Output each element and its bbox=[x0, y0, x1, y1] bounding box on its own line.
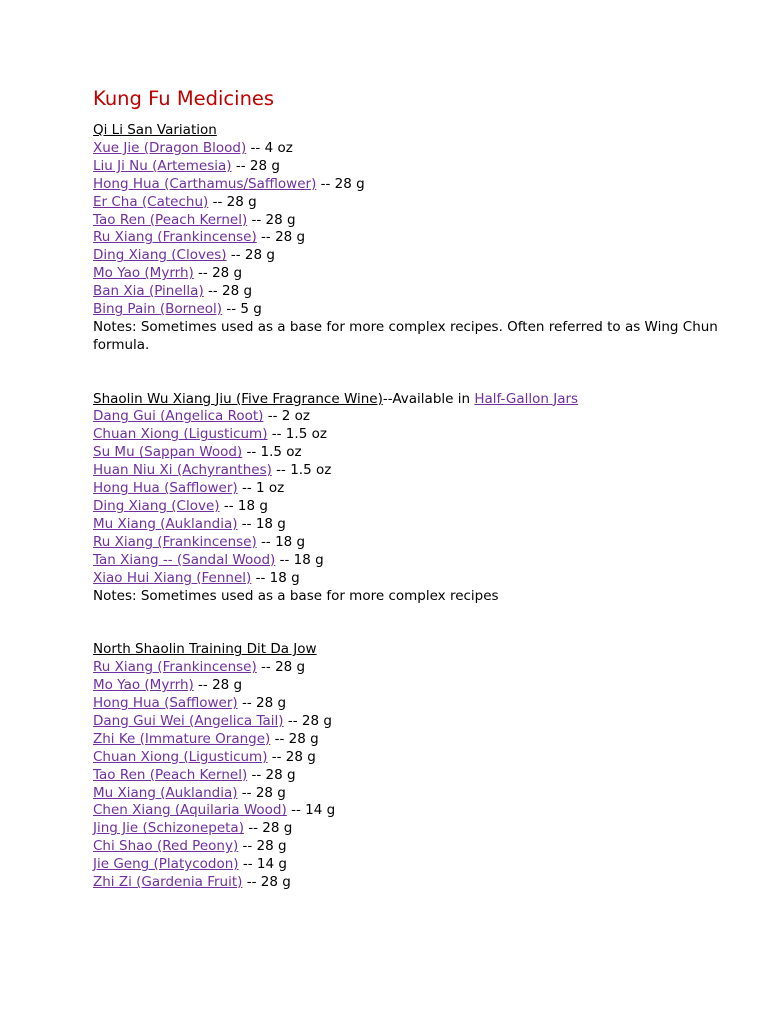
ingredient-row bbox=[93, 659, 733, 677]
ingredient-quantity: -- 28 g bbox=[237, 784, 286, 801]
ingredient-link[interactable]: Chi Shao (Red Peony) bbox=[93, 838, 239, 855]
ingredient-quantity: -- 14 g bbox=[286, 802, 336, 819]
ingredient-link[interactable]: Zhi Ke (Immature Orange) bbox=[93, 730, 271, 747]
section-spacer bbox=[93, 355, 733, 391]
ingredient-link[interactable]: Chuan Xiong (Ligusticum) bbox=[93, 426, 268, 443]
ingredient-link[interactable]: Chen Xiang (Aquilaria Wood) bbox=[93, 802, 287, 819]
ingredient-row bbox=[93, 444, 733, 462]
ingredient-quantity: -- 28 g bbox=[247, 766, 296, 783]
ingredient-quantity: -- 28 g bbox=[270, 730, 319, 747]
ingredient-row bbox=[93, 516, 733, 534]
ingredient-row bbox=[93, 838, 733, 856]
ingredient-quantity: -- 28 g bbox=[193, 677, 243, 694]
recipe-notes: Notes: Sometimes used as a base for more complex recipes bbox=[93, 587, 499, 604]
ingredient-quantity: -- 28 g bbox=[231, 157, 280, 174]
ingredient-quantity: -- 18 g bbox=[237, 515, 286, 532]
ingredient-link[interactable]: Hong Hua (Carthamus/Safflower) bbox=[93, 175, 317, 192]
ingredient-quantity: -- 28 g bbox=[203, 283, 253, 300]
ingredient-row bbox=[93, 677, 733, 695]
ingredient-row bbox=[93, 480, 733, 498]
ingredient-link[interactable]: Dang Gui (Angelica Root) bbox=[93, 408, 264, 425]
recipe-notes: Notes: Sometimes used as a base for more complex recipes. Often referred to as Wing Chun formula. bbox=[93, 318, 718, 353]
recipe-heading-line bbox=[93, 122, 733, 140]
ingredient-row bbox=[93, 498, 733, 516]
ingredient-link[interactable]: Jie Geng (Platycodon) bbox=[93, 856, 239, 873]
ingredient-link[interactable]: Tao Ren (Peach Kernel) bbox=[93, 211, 248, 228]
ingredient-row bbox=[93, 713, 733, 731]
recipe-heading-line bbox=[93, 641, 733, 659]
ingredient-quantity: -- 28 g bbox=[267, 748, 316, 765]
recipe-heading: Qi Li San Variation bbox=[93, 122, 217, 138]
ingredient-quantity: -- 1.5 oz bbox=[271, 462, 332, 479]
half-gallon-jars-link[interactable]: Half-Gallon Jars bbox=[474, 390, 579, 407]
ingredient-row bbox=[93, 176, 733, 194]
ingredient-quantity: -- 28 g bbox=[316, 175, 365, 192]
ingredient-row bbox=[93, 301, 733, 319]
ingredient-link[interactable]: Dang Gui Wei (Angelica Tail) bbox=[93, 712, 284, 729]
ingredient-link[interactable]: Zhi Zi (Gardenia Fruit) bbox=[93, 874, 243, 891]
ingredient-row bbox=[93, 731, 733, 749]
ingredient-row bbox=[93, 408, 733, 426]
ingredient-quantity: -- 28 g bbox=[242, 874, 291, 891]
ingredient-row bbox=[93, 194, 733, 212]
ingredient-quantity: -- 18 g bbox=[275, 551, 324, 568]
ingredient-link[interactable]: Tan Xiang -- (Sandal Wood) bbox=[93, 551, 276, 568]
ingredient-link[interactable]: Ding Xiang (Cloves) bbox=[93, 247, 227, 264]
ingredient-quantity: -- 18 g bbox=[219, 498, 268, 515]
ingredient-link[interactable]: Huan Niu Xi (Achyranthes) bbox=[93, 462, 272, 479]
recipe-sections bbox=[93, 122, 733, 892]
ingredient-row bbox=[93, 570, 733, 588]
ingredient-quantity: -- 1 oz bbox=[237, 480, 285, 497]
ingredient-link[interactable]: Bing Pain (Borneol) bbox=[93, 301, 223, 318]
ingredient-link[interactable]: Ru Xiang (Frankincense) bbox=[93, 229, 257, 246]
ingredient-row bbox=[93, 265, 733, 283]
ingredient-link[interactable]: Ru Xiang (Frankincense) bbox=[93, 659, 257, 676]
ingredient-row bbox=[93, 856, 733, 874]
ingredient-quantity: -- 28 g bbox=[256, 659, 306, 676]
ingredient-quantity: -- 28 g bbox=[208, 193, 257, 210]
recipe-section bbox=[93, 122, 733, 355]
ingredient-quantity: -- 28 g bbox=[226, 247, 275, 264]
ingredient-link[interactable]: Liu Ji Nu (Artemesia) bbox=[93, 157, 232, 174]
ingredient-link[interactable]: Mu Xiang (Auklandia) bbox=[93, 515, 238, 532]
ingredient-link[interactable]: Chuan Xiong (Ligusticum) bbox=[93, 748, 268, 765]
ingredient-quantity: -- 28 g bbox=[256, 229, 306, 246]
ingredient-quantity: -- 2 oz bbox=[263, 408, 310, 425]
page-title: Kung Fu Medicines bbox=[93, 87, 275, 110]
recipe-heading: Shaolin Wu Xiang Jiu (Five Fragrance Wine) bbox=[93, 390, 383, 407]
ingredient-link[interactable]: Ban Xia (Pinella) bbox=[93, 283, 204, 300]
ingredient-row bbox=[93, 426, 733, 444]
ingredient-link[interactable]: Su Mu (Sappan Wood) bbox=[93, 444, 243, 461]
ingredient-link[interactable]: Hong Hua (Safflower) bbox=[93, 694, 238, 711]
ingredient-row bbox=[93, 534, 733, 552]
ingredient-row bbox=[93, 695, 733, 713]
ingredient-row bbox=[93, 283, 733, 301]
ingredient-quantity: -- 4 oz bbox=[246, 139, 293, 156]
ingredient-row bbox=[93, 140, 733, 158]
ingredient-quantity: -- 5 g bbox=[222, 301, 262, 318]
document-page bbox=[93, 86, 733, 892]
ingredient-row bbox=[93, 552, 733, 570]
ingredient-row bbox=[93, 229, 733, 247]
ingredient-row bbox=[93, 874, 733, 892]
ingredient-quantity: -- 28 g bbox=[243, 820, 293, 837]
ingredient-row bbox=[93, 158, 733, 176]
ingredient-quantity: -- 1.5 oz bbox=[267, 426, 327, 443]
ingredient-link[interactable]: Er Cha (Catechu) bbox=[93, 193, 209, 210]
ingredient-row bbox=[93, 212, 733, 230]
ingredient-quantity: -- 1.5 oz bbox=[242, 444, 302, 461]
ingredient-quantity: -- 28 g bbox=[237, 694, 287, 711]
recipe-section bbox=[93, 641, 733, 892]
ingredient-link[interactable]: Jing Jie (Schizonepeta) bbox=[93, 820, 244, 837]
ingredient-quantity: -- 18 g bbox=[251, 569, 300, 586]
ingredient-quantity: -- 28 g bbox=[283, 712, 332, 729]
ingredient-link[interactable]: Tao Ren (Peach Kernel) bbox=[93, 766, 248, 783]
ingredient-row bbox=[93, 462, 733, 480]
ingredient-link[interactable]: Mo Yao (Myrrh) bbox=[93, 677, 194, 694]
ingredient-row bbox=[93, 247, 733, 265]
ingredient-link[interactable]: Mu Xiang (Auklandia) bbox=[93, 784, 238, 801]
ingredient-quantity: -- 18 g bbox=[256, 533, 306, 550]
ingredient-link[interactable]: Xue Jie (Dragon Blood) bbox=[93, 139, 247, 156]
recipe-section bbox=[93, 391, 733, 606]
ingredient-quantity: -- 28 g bbox=[247, 211, 296, 228]
ingredient-row bbox=[93, 785, 733, 803]
recipe-heading-line bbox=[93, 391, 733, 409]
ingredient-row bbox=[93, 802, 733, 820]
ingredient-link[interactable]: Ru Xiang (Frankincense) bbox=[93, 533, 257, 550]
ingredient-row bbox=[93, 767, 733, 785]
ingredient-row bbox=[93, 820, 733, 838]
ingredient-quantity: -- 14 g bbox=[238, 856, 287, 873]
ingredient-quantity: -- 28 g bbox=[193, 265, 243, 282]
section-spacer bbox=[93, 605, 733, 641]
ingredient-link[interactable]: Xiao Hui Xiang (Fennel) bbox=[93, 569, 252, 586]
ingredient-quantity: -- 28 g bbox=[238, 838, 287, 855]
ingredient-link[interactable]: Mo Yao (Myrrh) bbox=[93, 265, 194, 282]
ingredient-row bbox=[93, 749, 733, 767]
ingredient-link[interactable]: Ding Xiang (Clove) bbox=[93, 498, 220, 515]
ingredient-link[interactable]: Hong Hua (Safflower) bbox=[93, 480, 238, 497]
recipe-heading: North Shaolin Training Dit Da Jow bbox=[93, 641, 317, 658]
recipe-heading-availability: --Available in bbox=[382, 390, 475, 407]
